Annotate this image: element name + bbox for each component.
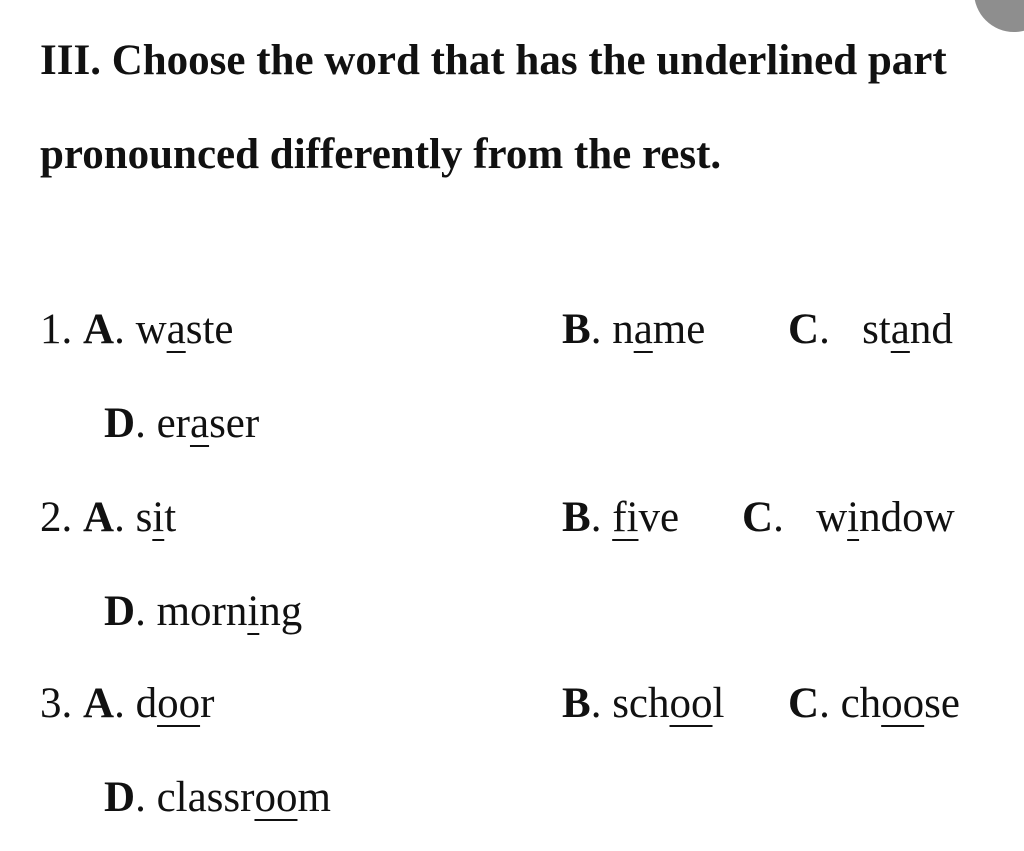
option-letter: C <box>742 494 774 541</box>
underlined-part: i <box>152 494 165 541</box>
question-3-option-c: C. choose <box>788 680 960 727</box>
underlined-part: oo <box>254 774 298 821</box>
option-word: sit <box>135 494 177 541</box>
option-word: name <box>612 306 706 353</box>
question-2-option-d: D. morning <box>104 588 303 635</box>
underlined-part: i <box>247 588 260 635</box>
option-word: eraser <box>156 400 260 447</box>
underlined-part: i <box>847 494 860 541</box>
exercise-heading: III. Choose the word that has the underlined part pronounced differently from the rest. <box>40 37 947 178</box>
underlined-part: oo <box>669 680 713 727</box>
option-word: door <box>135 680 215 727</box>
question-1-row: 1. A. waste <box>40 306 234 353</box>
question-number: 1. <box>40 306 73 353</box>
option-word: waste <box>135 306 234 353</box>
question-number: 3. <box>40 680 73 727</box>
option-letter: A <box>83 306 115 353</box>
option-letter: C <box>788 306 820 353</box>
option-word: choose <box>840 680 960 727</box>
underlined-part: fi <box>612 494 639 541</box>
question-1-option-b: B. name <box>562 306 706 353</box>
question-2-row: 2. A. sit <box>40 494 177 541</box>
question-3-option-b: B. school <box>562 680 725 727</box>
option-word: school <box>612 680 725 727</box>
underlined-part: a <box>189 400 210 447</box>
underlined-part: a <box>166 306 186 353</box>
underlined-part: oo <box>157 680 201 727</box>
option-word: morning <box>156 588 303 635</box>
option-letter: D <box>104 774 136 821</box>
option-word: stand <box>862 306 953 353</box>
question-number: 2. <box>40 494 73 541</box>
option-word: five <box>612 494 680 541</box>
option-letter: D <box>104 400 136 447</box>
question-3-row: 3. A. door <box>40 680 215 727</box>
underlined-part: oo <box>881 680 925 727</box>
option-letter: C <box>788 680 820 727</box>
option-letter: D <box>104 588 136 635</box>
question-1-option-d: D. eraser <box>104 400 260 447</box>
option-letter: B <box>562 680 591 727</box>
question-3-option-d: D. classroom <box>104 774 331 821</box>
question-2-option-b: B. five <box>562 494 680 541</box>
option-word: classroom <box>156 774 331 821</box>
option-letter: A <box>83 494 115 541</box>
underlined-part: a <box>890 306 910 353</box>
question-2-option-c: C. window <box>742 494 955 541</box>
underlined-part: a <box>633 306 653 353</box>
option-letter: B <box>562 494 591 541</box>
option-letter: B <box>562 306 591 353</box>
option-letter: A <box>83 680 115 727</box>
question-1-option-c: C. stand <box>788 306 953 353</box>
option-word: window <box>816 494 955 541</box>
